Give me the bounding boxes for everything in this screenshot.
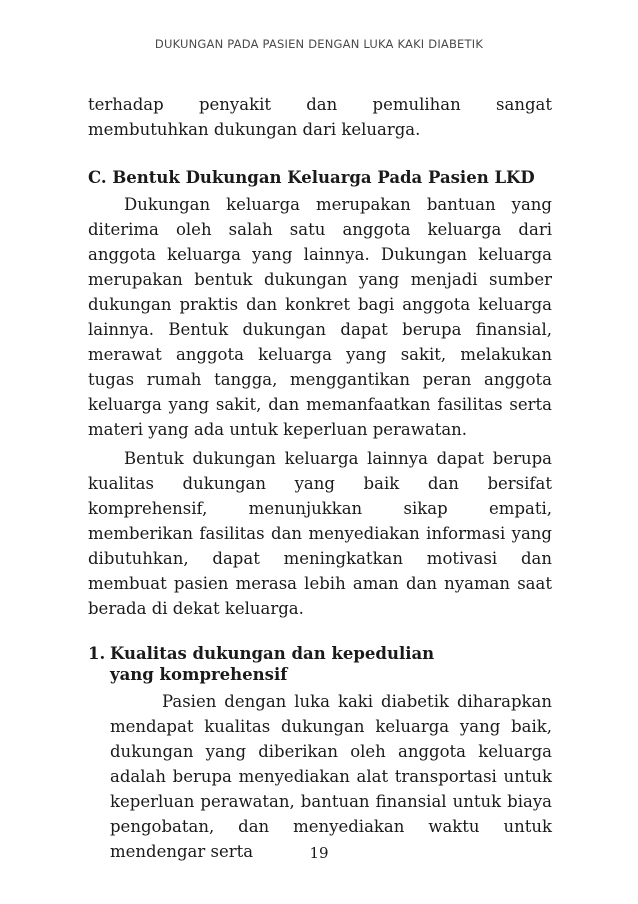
- section-heading: C. Bentuk Dukungan Keluarga Pada Pasien LKD: [88, 168, 535, 187]
- body-paragraph-2: Bentuk dukungan keluarga lainnya dapat berupa kualitas dukungan yang baik dan bersifat komprehensif, menunjukkan sikap empati, memberikan fasilitas dan menyediakan informasi yang dibutuhkan, dapat meningkatkan motivasi dan membuat pasien merasa lebih aman dan nyaman saat berada di dekat keluarga.: [88, 449, 552, 618]
- subsection-title-line-2: yang komprehensif: [110, 665, 288, 684]
- running-header: DUKUNGAN PADA PASIEN DENGAN LUKA KAKI DIABETIK: [154, 37, 484, 51]
- subsection-paragraph: Pasien dengan luka kaki diabetik diharapkan mendapat kualitas dukungan keluarga yang baik, dukungan yang diberikan oleh anggota keluarga adalah berupa menyediakan alat transportasi untuk keperluan perawatan, bantuan finansial untuk biaya pengobatan, dan menyediakan waktu untuk mendengar serta: [110, 692, 552, 861]
- subsection-number: 1.: [88, 644, 106, 663]
- page-number: 19: [309, 844, 329, 862]
- subsection-title-line-1: Kualitas dukungan dan kepedulian: [110, 644, 435, 663]
- body-paragraph-1: Dukungan keluarga merupakan bantuan yang diterima oleh salah satu anggota keluarga dari anggota keluarga yang lainnya. Dukungan keluarga merupakan bentuk dukungan yang menjadi sumber dukungan praktis dan konkret bagi anggota keluarga lainnya. Bentuk dukungan dapat berupa finansial, merawat anggota keluarga yang sakit, melakukan tugas rumah tangga, menggantikan peran anggota keluarga yang sakit, dan memanfaatkan fasilitas serta materi yang ada untuk keperluan perawatan.: [88, 195, 552, 439]
- page-body: [88, 92, 552, 864]
- subsection-heading: [88, 643, 552, 685]
- subsection-title: [110, 643, 552, 685]
- intro-paragraph: terhadap penyakit dan pemulihan sangat membutuhkan dukungan dari keluarga.: [88, 95, 552, 139]
